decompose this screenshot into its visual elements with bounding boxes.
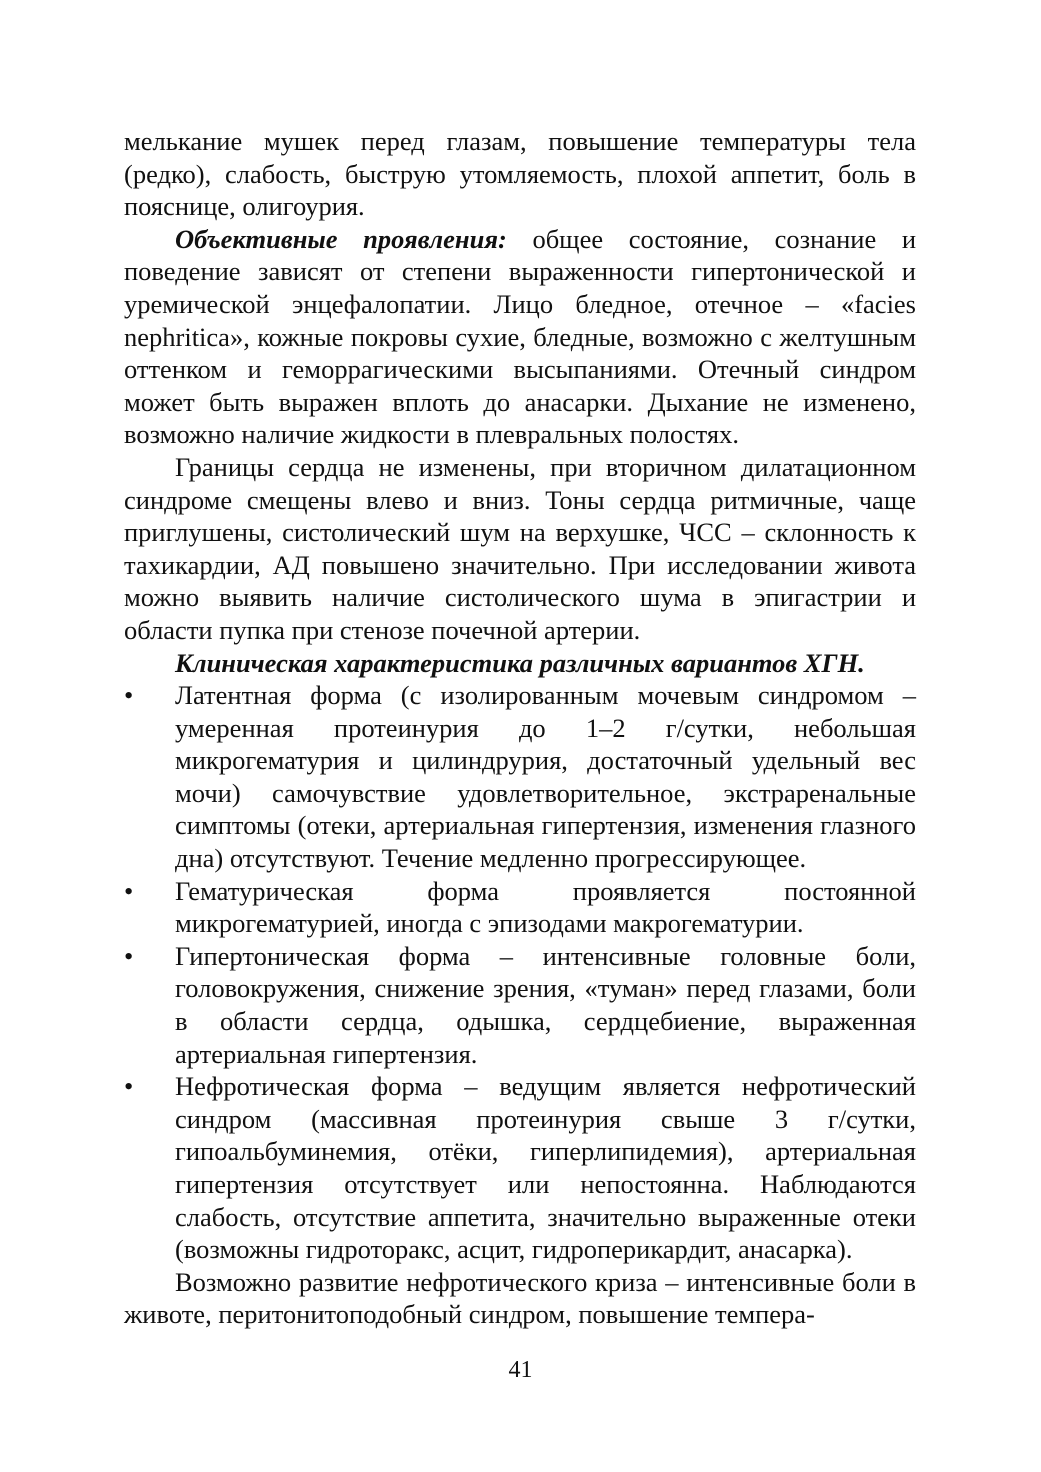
page-body	[124, 125, 916, 1331]
bullet-icon: •	[124, 940, 134, 971]
list-item	[124, 940, 916, 1070]
page-number: 41	[508, 1357, 533, 1383]
list-item-text: Гипертоническая форма – интенсивные головные боли, головокружения, снижение зрения, «туман» перед глазами, боли в области сердца, одышка, сердцебиение, выраженная артериальная гипертензия.	[175, 940, 916, 1069]
paragraph-symptoms-continued: мелькание мушек перед глазам, повышение температуры тела (редко), слабость, быструю утомляемость, плохой аппетит, боль в пояснице, олигоурия.	[124, 126, 916, 222]
variants-list	[124, 679, 916, 1266]
bullet-icon: •	[124, 875, 134, 906]
objective-findings-text: общее состояние, сознание и поведение зависят от степени выраженности гипертонической и уремической энцефалопатии. Лицо бледное, отечное – «facies nephritica», кожные покровы сухие, бледные, возможно с желтушным оттенком и геморрагическими высыпаниями. Отечный синдром может быть выражен вплоть до анасарки. Дыхание не изменено, возможно наличие жидкости в плевральных полостях.	[124, 223, 916, 450]
list-item	[124, 1070, 916, 1266]
list-item-text: Нефротическая форма – ведущим является нефротический синдром (массивная протеинурия свыше 3 г/сутки, гипоальбуминемия, отёки, гиперлипидемия), артериальная гипертензия отсутствует или непостоянна. Наблюдаются слабость, отсутствие аппетита, значительно выраженные отеки (возможны гидроторакс, асцит, гидроперикардит, анасарка).	[175, 1071, 916, 1265]
paragraph-objective-findings	[124, 223, 916, 451]
list-item-text: Гематурическая форма проявляется постоянной микрогематурией, иногда с эпизодами макрогематурии.	[175, 875, 916, 939]
list-item	[124, 875, 916, 940]
bullet-icon: •	[124, 680, 134, 711]
section-heading: Клиническая характеристика различных вариантов ХГН.	[175, 647, 865, 678]
paragraph-heart-borders: Границы сердца не изменены, при вторичном дилатационном синдроме смещены влево и вниз. Тоны сердца ритмичные, чаще приглушены, систолический шум на верхушке, ЧСС – склонность к тахикардии, АД повышено значительно. При исследовании живота можно выявить наличие систолического шума в эпигастрии и области пупка при стенозе почечной артерии.	[124, 451, 916, 645]
list-item-text: Латентная форма (с изолированным мочевым синдромом – умеренная протеинурия до 1–2 г/сутки, небольшая микрогематурия и цилиндрурия, достаточный удельный вес мочи) самочувствие удовлетворительное, экстраренальные симптомы (отеки, артериальная гипертензия, изменения глазного дна) отсутствуют. Течение медленно прогрессирующее.	[175, 680, 916, 874]
objective-findings-lead: Объективные проявления:	[175, 223, 507, 254]
bullet-icon: •	[124, 1071, 134, 1102]
paragraph-nephrotic-crisis: Возможно развитие нефротического криза – интенсивные боли в животе, перитонитоподобный синдром, повышение темпера-	[124, 1266, 916, 1330]
list-item	[124, 679, 916, 875]
